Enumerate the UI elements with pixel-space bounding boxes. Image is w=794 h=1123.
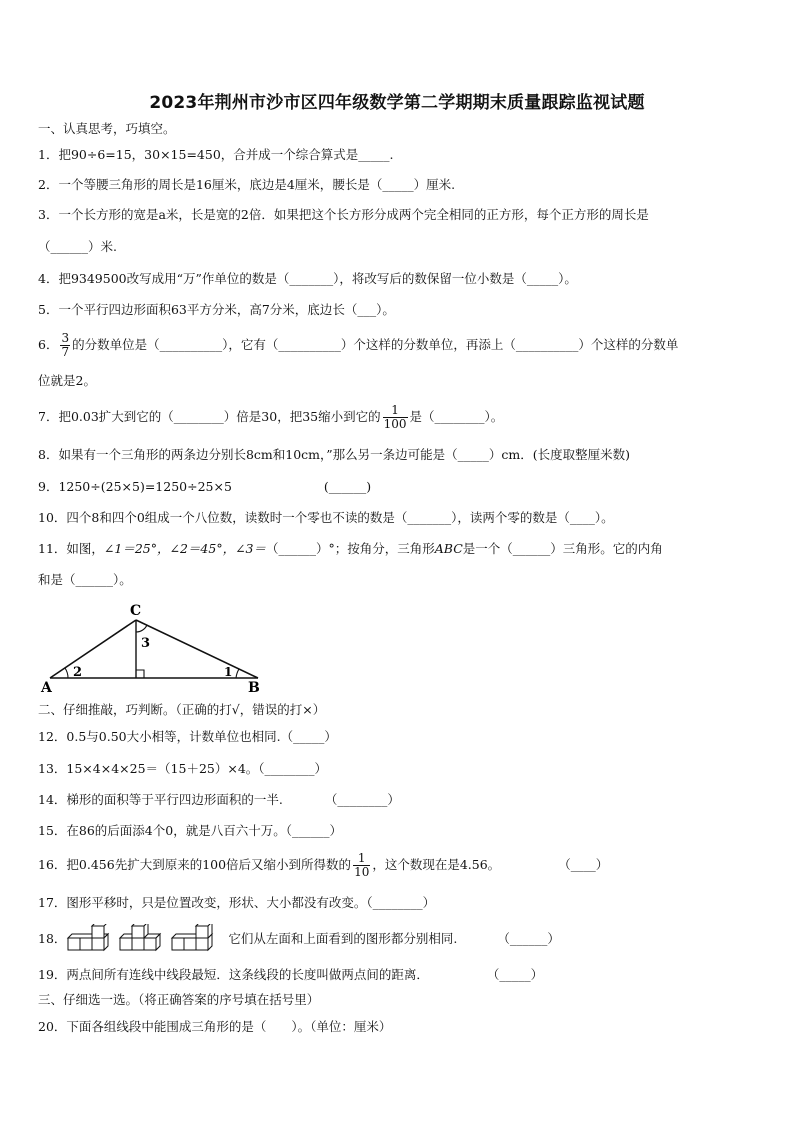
question-13: 13．15×4×4×25＝（15＋25）×4。（________） [38,761,328,776]
vertex-a-label: A [41,680,52,695]
section-3-heading: 三、仔细选一选。（将正确答案的序号填在括号里） [38,992,320,1007]
question-5: 5．一个平行四边形面积63平方分米，高7分米，底边长（___）。 [38,302,395,317]
fraction-denominator: 7 [61,345,70,359]
section-2-heading: 二、仔细推敲，巧判断。（正确的打√，错误的打×） [38,702,326,717]
fraction-1-100 [383,404,408,431]
answer-blank: （________） [324,792,400,807]
question-20: 20．下面各组线段中能围成三角形的是（ ）。（单位：厘米） [38,1019,392,1034]
side-bc [136,620,258,678]
angle-3-arc [136,625,147,632]
fraction-denominator: 100 [383,417,407,431]
question-11-text-b: （______）°；按角分，三角形 [266,541,435,556]
question-16 [38,849,760,881]
section-1-heading: 一、认真思考，巧填空。 [38,121,176,136]
triangle-name: ABC [434,541,463,556]
question-11-text-a: 11．如图， [38,541,104,556]
question-11-text-c: 是一个（______）三角形。它的内角 [462,541,663,556]
question-16-text-b: ，这个数现在是4.56。 [372,857,501,872]
question-7 [38,401,760,433]
answer-blank: (______) [323,479,372,494]
fraction-3-7 [60,332,70,359]
question-7-text-b: 是（________）。 [409,409,504,424]
question-12: 12．0.5与0.50大小相等，计数单位也相同.（_____） [38,729,337,744]
cube-stacks-figure [66,924,224,956]
answer-blank: （_____） [486,967,544,982]
question-18-number: 18． [38,931,67,946]
answer-blank: （______） [497,931,560,946]
question-11-line-2: 和是（______）。 [38,572,132,587]
question-6-text: 的分数单位是（__________），它有（__________）个这样的分数单位，再添上（__________）个这样的分数单 [72,337,679,352]
angle-2-arc [65,668,68,678]
question-8: 8．如果有一个三角形的两条边分别长8cm和10cm，”那么另一条边可能是（_____）cm．(长度取整厘米数) [38,447,631,462]
question-2: 2．一个等腰三角形的周长是16厘米，底边是4厘米，腰长是（_____）厘米. [38,177,456,192]
question-17: 17．图形平移时，只是位置改变，形状、大小都没有改变。（________） [38,895,436,910]
question-10: 10．四个8和四个0组成一个八位数，读数时一个零也不读的数是（_______），读两个零的数是（____）。 [38,510,614,525]
side-ac [50,620,136,678]
angle-1-arc [236,669,239,678]
fraction-numerator: 1 [353,852,370,866]
question-11-angles: ∠1＝25°，∠2＝45°，∠3＝ [103,541,266,556]
vertex-b-label: B [248,680,260,695]
fraction-1-10 [353,852,370,879]
question-9-expression: 9．1250÷(25×5)=1250÷25×5 [38,479,232,494]
fraction-numerator: 3 [61,331,70,345]
question-19 [38,966,760,984]
question-14 [38,791,760,809]
question-18-text: 它们从左面和上面看到的图形都分别相同. [228,931,458,946]
fraction-numerator: 1 [383,404,408,418]
question-6-line-1 [38,330,760,360]
question-18 [38,922,760,956]
page-title: 2023年荆州市沙市区四年级数学第二学期期末质量跟踪监视试题 [149,93,645,113]
question-6-line-2: 位就是2。 [38,373,96,388]
question-6-number: 6． [38,337,59,352]
right-angle-mark [136,670,144,678]
question-15: 15．在86的后面添4个0，就是八百六十万。（______） [38,823,342,838]
question-4: 4．把9349500改写成用“万”作单位的数是（_______），将改写后的数保留一位小数是（_____）。 [38,271,577,286]
question-9 [38,478,760,496]
question-3-line-1: 3．一个长方形的宽是a米，长是宽的2倍．如果把这个长方形分成两个完全相同的正方形，每个正方形的周长是 [38,207,649,222]
question-14-text: 14．梯形的面积等于平行四边形面积的一半. [38,792,283,807]
vertex-c-label: C [130,603,142,619]
answer-blank: （____） [558,857,609,872]
question-1: 1．把90÷6=15，30×15=450，合并成一个综合算式是_____. [38,147,394,162]
angle-3-label: 3 [141,636,151,651]
angle-2-label: 2 [73,665,83,680]
angle-1-label: 1 [224,665,233,679]
question-16-text-a: 16．把0.456先扩大到原来的100倍后又缩小到所得数的 [38,857,352,872]
question-19-text: 19．两点间所有连线中线段最短．这条线段的长度叫做两点间的距离． [38,967,429,982]
fraction-denominator: 10 [354,865,370,879]
question-7-text-a: 7．把0.03扩大到它的（________）倍是30，把35缩小到它的 [38,409,381,424]
question-3-line-2: （______）米. [38,239,117,254]
question-11-line-1 [38,540,760,558]
triangle-figure [38,600,268,695]
